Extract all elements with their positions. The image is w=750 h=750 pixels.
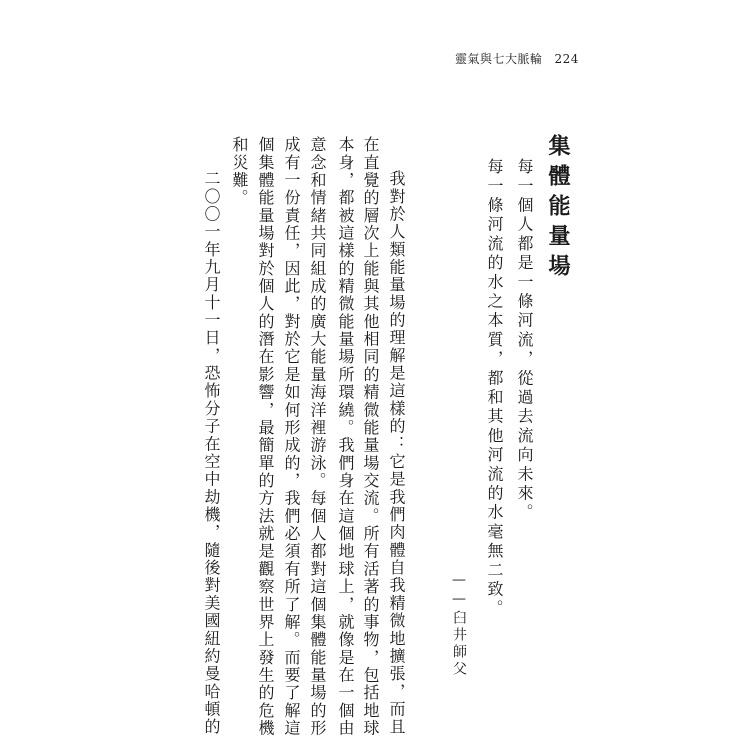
epigraph-line: 每一個人都是一條河流，從過去流向未來。 bbox=[515, 158, 534, 523]
page-number: 224 bbox=[554, 52, 579, 66]
body-text-line: 個集體能量場對於個人的潛在影響，最簡單的方法就是觀察世界上發生的危機 bbox=[256, 136, 275, 738]
body-text-line: 和災難。 bbox=[230, 136, 249, 207]
running-header bbox=[455, 50, 605, 67]
epigraph-attribution: ——臼井師父 bbox=[451, 572, 467, 678]
epigraph-line: 每一條河流的水之本質，都和其他河流的水毫無二致。 bbox=[485, 158, 504, 619]
body-text-line: 二〇〇一年九月十一日，恐怖分子在空中劫機，隨後對美國紐約曼哈頓的 bbox=[202, 170, 221, 736]
body-text-line: 成有一份責任，因此，對於它是如何形成的，我們必須有所了解。而要了解這 bbox=[282, 136, 301, 738]
body-text-line: 我對於人類能量場的理解是這樣的：它是我們肉體自我精微地擴張，而且 bbox=[387, 170, 406, 736]
body-text-line: 意念和情緒共同組成的廣大能量海洋裡游泳。每個人都對這個集體能量場的形 bbox=[308, 136, 327, 738]
body-text-line: 本身，都被這樣的精微能量場所環繞。我們身在這個地球上，就像是在一個由 bbox=[336, 136, 355, 738]
running-header-book-title: 靈氣與七大脈輪 bbox=[455, 52, 543, 66]
chapter-title: 集體能量場 bbox=[545, 134, 570, 284]
body-text-line: 在直覺的層次上能與其他相同的精微能量場交流。所有活著的事物，包括地球 bbox=[361, 136, 380, 738]
